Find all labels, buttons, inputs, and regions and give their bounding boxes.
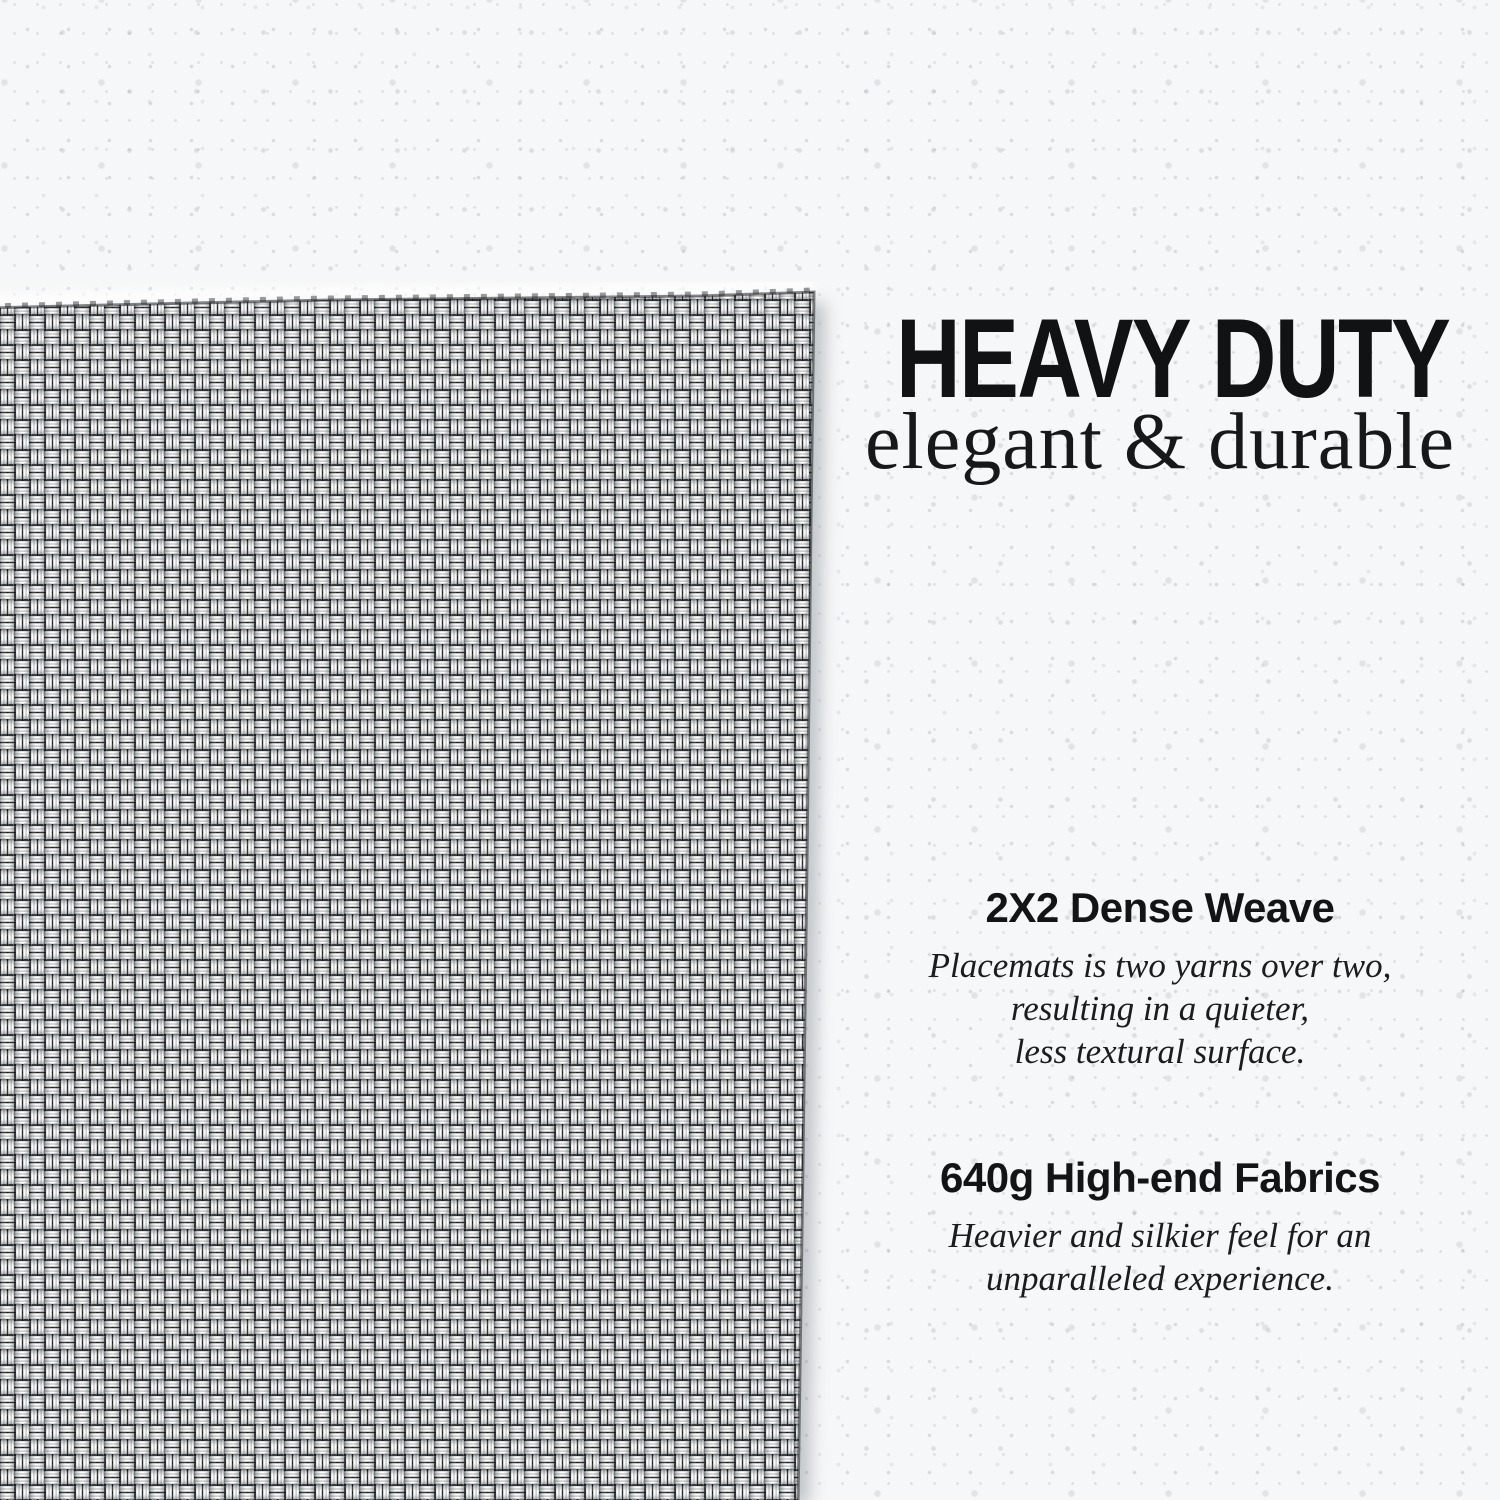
feature-dense-weave	[830, 883, 1490, 1073]
copy-column	[830, 0, 1490, 1500]
headline-subtitle: elegant & durable	[864, 398, 1456, 486]
feature-heading: 640g High-end Fabrics	[940, 1154, 1380, 1201]
headline-title: HEAVY DUTY	[896, 296, 1450, 421]
feature-line: unparalleled experience.	[986, 1259, 1334, 1299]
feature-description	[830, 944, 1490, 1073]
feature-heading: 2X2 Dense Weave	[985, 884, 1335, 931]
feature-fabric-weight	[830, 1153, 1490, 1300]
feature-description	[830, 1214, 1490, 1300]
feature-line: less textural surface.	[1014, 1032, 1306, 1072]
feature-line: Placemats is two yarns over two,	[928, 946, 1392, 986]
feature-line: resulting in a quieter,	[1010, 989, 1310, 1029]
feature-line: Heavier and silkier feel for an	[948, 1216, 1372, 1256]
